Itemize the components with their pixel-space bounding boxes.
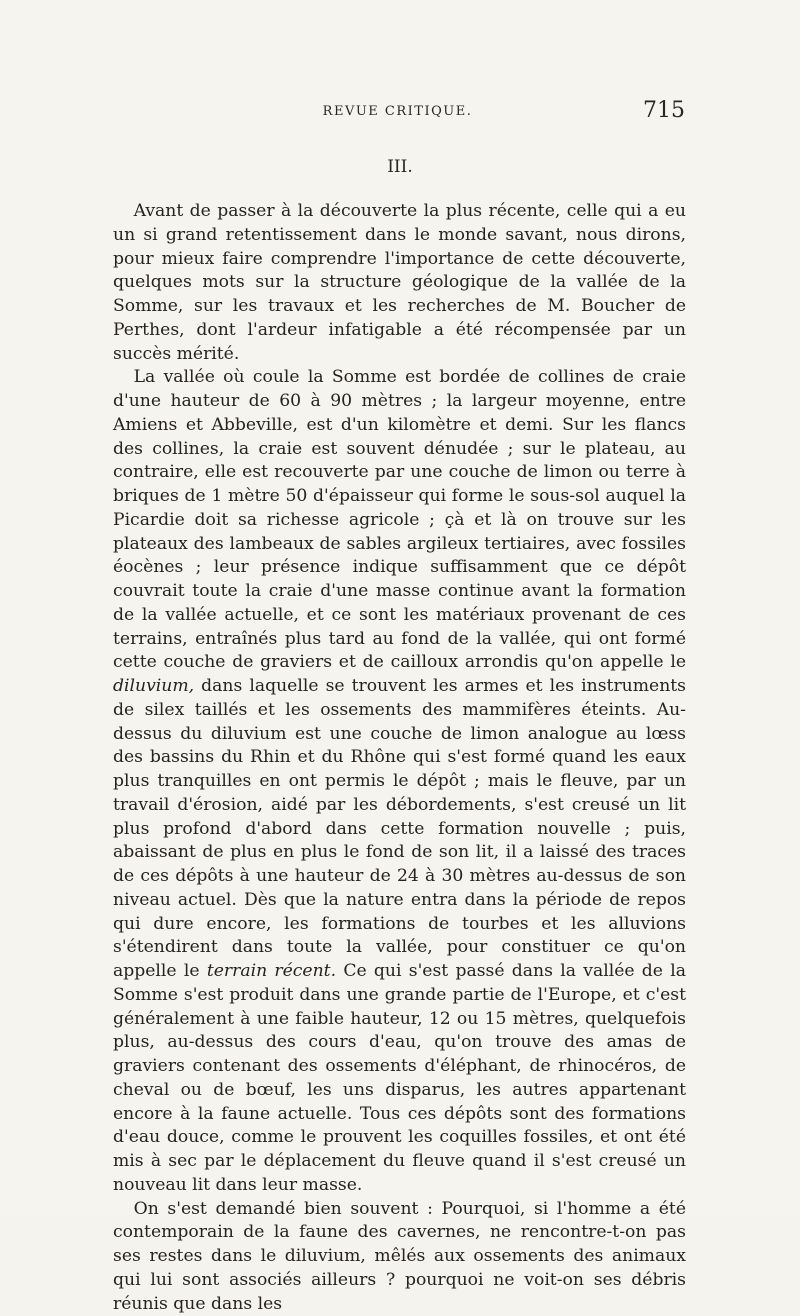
paragraph-text: On s'est demandé bien souvent : Pourquoi, si l'homme a été contemporain de la faune des cavernes, ne rencontre-t-on pas ses restes dans le diluvium, mêlés aux ossements des animaux qui lui sont associés ailleurs ? pourquoi ne voit-on ses débris réunis que dans les [113,1199,686,1314]
italic-term: diluvium, [113,676,194,696]
paragraph-text: dans laquelle se trouvent les armes et les instruments de silex taillés et les ossements des mammifères éteints. Au-dessus du diluvium est une couche de limon analogue au lœss des bassins du Rhin et du Rhône qui s'est formé quand les eaux plus tranquilles en ont permis le dépôt ; mais le fleuve, par un travail d'érosion, aidé par les débordements, s'est creusé un lit plus profond d'abord dans cette formation nouvelle ; puis, abaissant de plus en plus le fond de son lit, il a laissé des traces de ces dépôts à une hauteur de 24 à 30 mètres au-dessus de son niveau actuel. Dès que la nature entra dans la période de repos qui dure encore, les formations de tourbes et les alluvions s'étendirent dans toute la vallée, pour constituer ce qu'on appelle le [113,676,686,981]
paragraph-text: Ce qui s'est passé dans la vallée de la Somme s'est produit dans une grande partie de l'Europe, et c'est généralement à une faible hauteur, 12 ou 15 mètres, quelquefois plus, au-dessus des cours d'eau, qu'on trouve des amas de graviers contenant des ossements d'éléphant, de rhinocéros, de cheval ou de bœuf, les uns disparus, les autres appartenant encore à la faune actuelle. Tous ces dépôts sont des formations d'eau douce, comme le prouvent les coquilles fossiles, et ont été mis à sec par le déplacement du fleuve quand il s'est creusé un nouveau lit dans leur masse. [113,961,686,1195]
running-header [110,98,685,128]
section-number: III. [0,157,800,177]
body-text [113,200,686,1316]
page-number: 715 [643,98,685,123]
running-title: REVUE CRITIQUE. [110,104,685,119]
italic-term: terrain récent. [207,961,336,981]
paragraph-text: Avant de passer à la découverte la plus récente, celle qui a eu un si grand retentissement dans le monde savant, nous dirons, pour mieux faire comprendre l'importance de cette découverte, quelques mots sur la structure géologique de la vallée de la Somme, sur les travaux et les recherches de M. Boucher de Perthes, dont l'ardeur infatigable a été récompensée par un succès mérité. [113,201,686,364]
paragraph [113,1198,686,1316]
paragraph [113,366,686,1197]
paragraph [113,200,686,366]
paragraph-text: La vallée où coule la Somme est bordée de collines de craie d'une hauteur de 60 à 90 mètres ; la largeur moyenne, entre Amiens et Abbeville, est d'un kilomètre et demi. Sur les flancs des collines, la craie est souvent dénudée ; sur le plateau, au contraire, elle est recouverte par une couche de limon ou terre à briques de 1 mètre 50 d'épaisseur qui forme le sous-sol auquel la Picardie doit sa richesse agricole ; çà et là on trouve sur les plateaux des lambeaux de sables argileux tertiaires, avec fossiles éocènes ; leur présence indique suffisamment que ce dépôt couvrait toute la craie d'une masse continue avant la formation de la vallée actuelle, et ce sont les matériaux provenant de ces terrains, entraînés plus tard au fond de la vallée, qui ont formé cette couche de graviers et de cailloux arrondis qu'on appelle le [113,367,686,672]
